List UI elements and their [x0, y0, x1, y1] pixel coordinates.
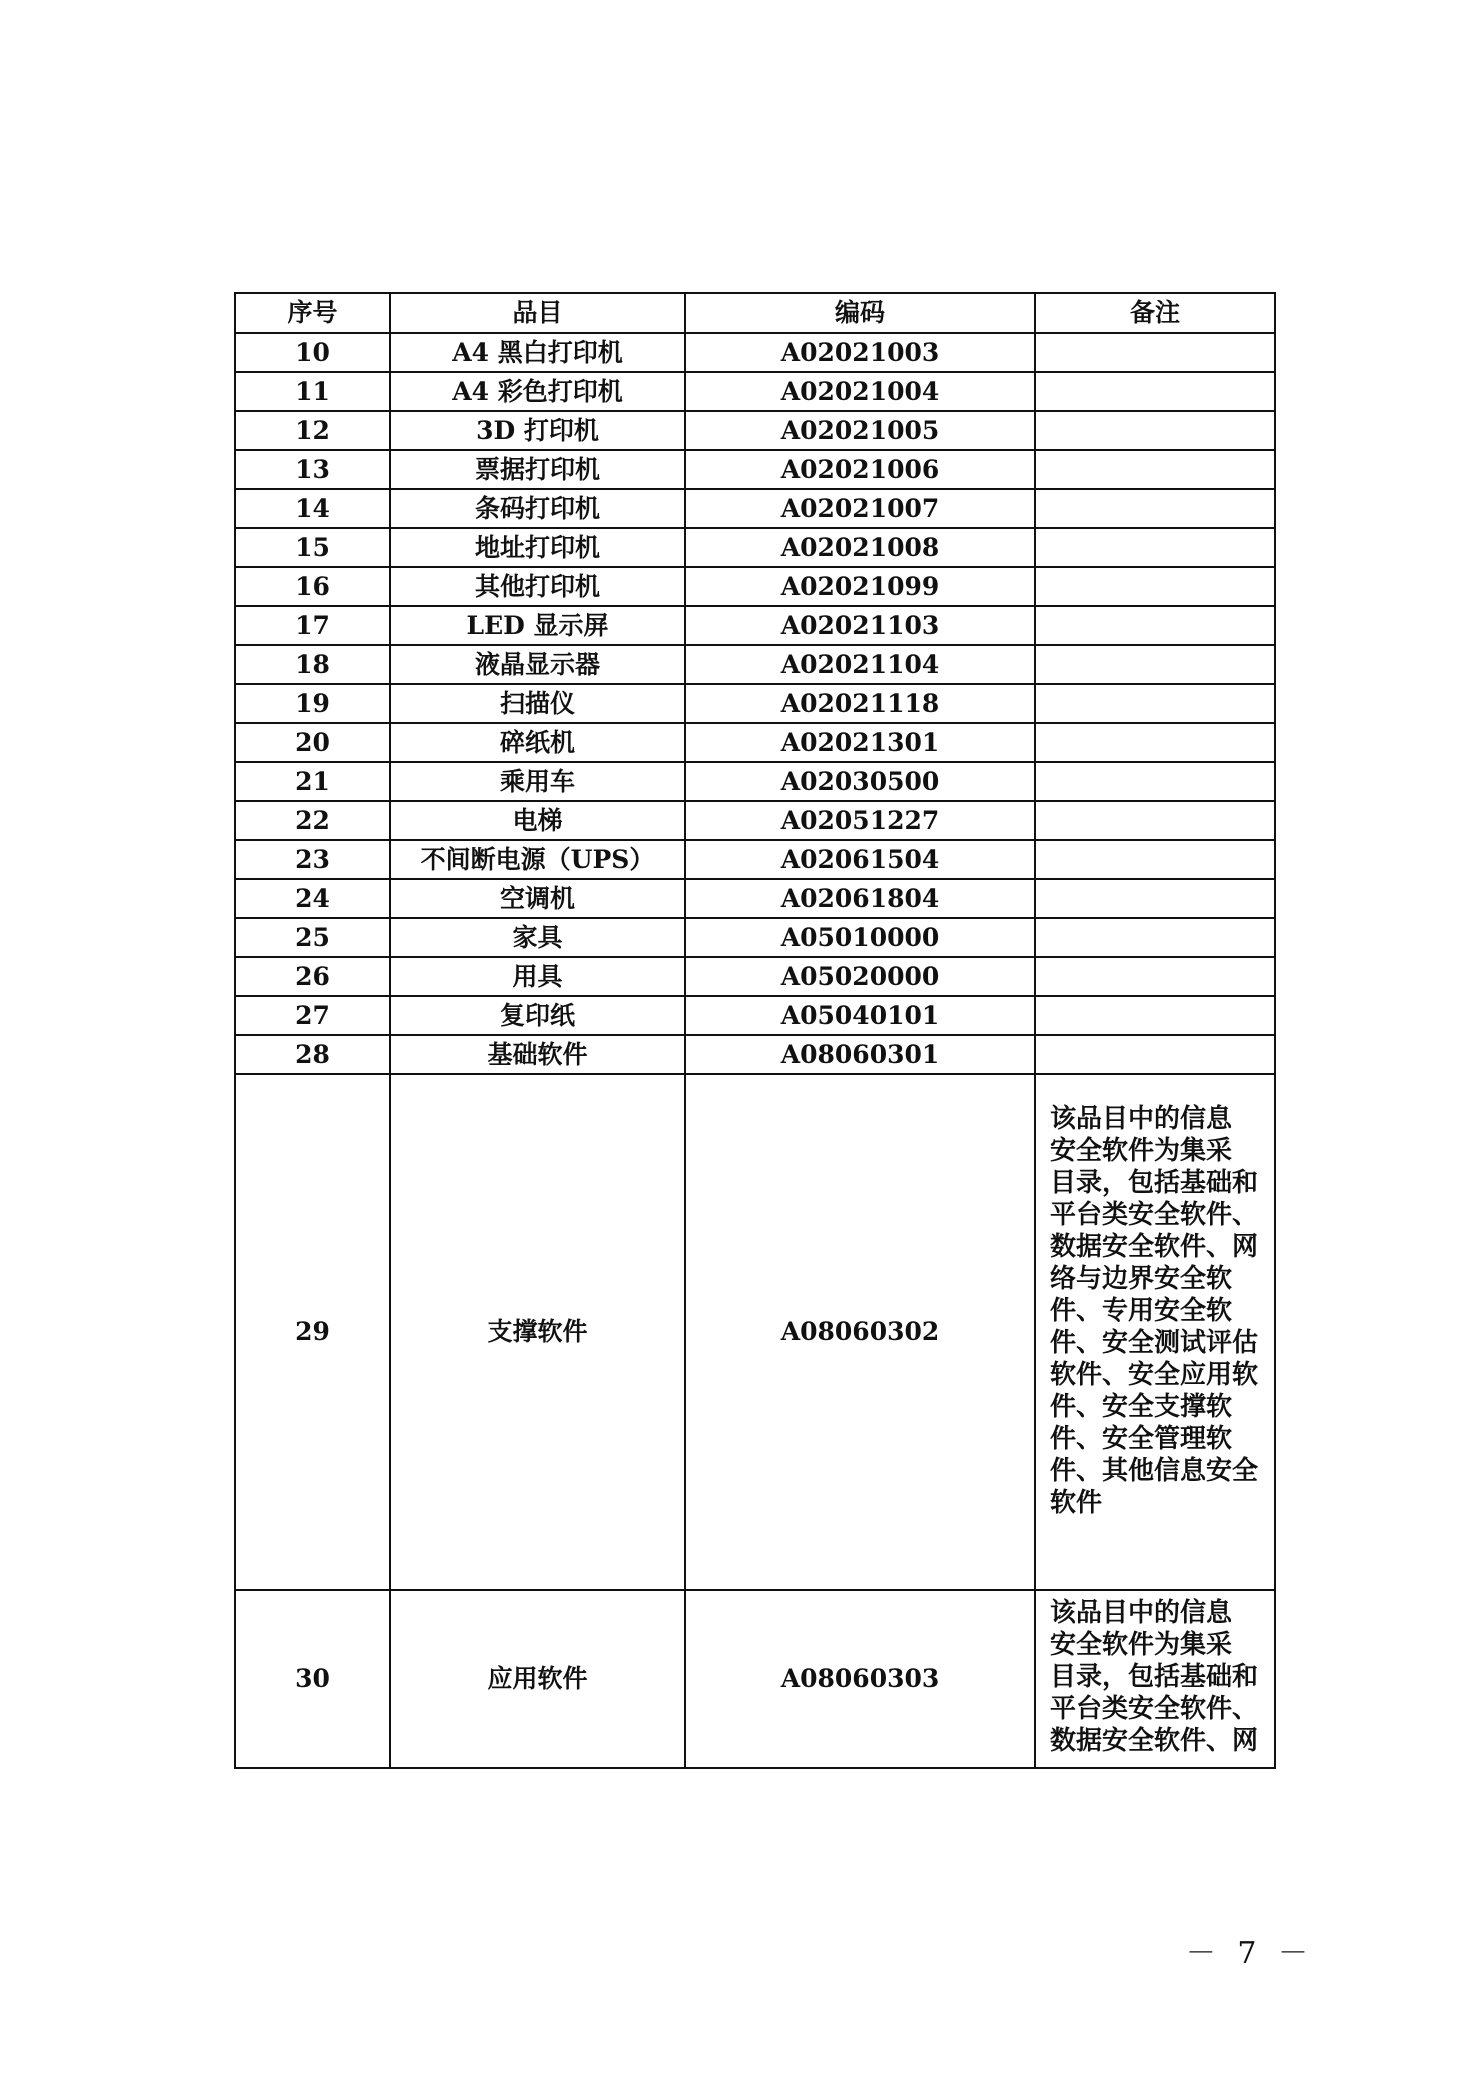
cell-code: A05020000: [685, 957, 1035, 996]
table-row: [235, 450, 1275, 489]
cell-note: [1035, 840, 1275, 879]
cell-serial-number: 22: [235, 801, 390, 840]
cell-item: 用具: [390, 957, 685, 996]
cell-item: 家具: [390, 918, 685, 957]
page-number: － 7 －: [1185, 1936, 1314, 1971]
cell-item: 扫描仪: [390, 684, 685, 723]
cell-note: [1035, 684, 1275, 723]
cell-serial-number: 16: [235, 567, 390, 606]
cell-item: 地址打印机: [390, 528, 685, 567]
cell-item: 基础软件: [390, 1035, 685, 1074]
cell-code: A02021005: [685, 411, 1035, 450]
catalog-table: [234, 292, 1276, 1769]
table-row: [235, 879, 1275, 918]
cell-item: 碎纸机: [390, 723, 685, 762]
table-row: [235, 684, 1275, 723]
cell-note: [1035, 489, 1275, 528]
cell-item: LED 显示屏: [390, 606, 685, 645]
cell-serial-number: 17: [235, 606, 390, 645]
cell-serial-number: 18: [235, 645, 390, 684]
cell-note: [1035, 567, 1275, 606]
cell-item: 支撑软件: [390, 1074, 685, 1590]
cell-code: A02021118: [685, 684, 1035, 723]
cell-note: [1035, 411, 1275, 450]
cell-code: A02021004: [685, 372, 1035, 411]
cell-note: 该品目中的信息 安全软件为集采 目录，包括基础和 平台类安全软件、 数据安全软件、网: [1035, 1590, 1275, 1768]
table-row: [235, 762, 1275, 801]
cell-item: A4 黑白打印机: [390, 333, 685, 372]
cell-note: [1035, 528, 1275, 567]
cell-code: A02021003: [685, 333, 1035, 372]
cell-serial-number: 24: [235, 879, 390, 918]
cell-serial-number: 19: [235, 684, 390, 723]
cell-serial-number: 25: [235, 918, 390, 957]
table-row: [235, 606, 1275, 645]
cell-item: 其他打印机: [390, 567, 685, 606]
cell-code: A02021006: [685, 450, 1035, 489]
cell-serial-number: 10: [235, 333, 390, 372]
cell-note: [1035, 996, 1275, 1035]
cell-code: A08060301: [685, 1035, 1035, 1074]
table-row: [235, 1074, 1275, 1590]
cell-note: 该品目中的信息 安全软件为集采 目录，包括基础和 平台类安全软件、 数据安全软件、网 络与边界安全软 件、专用安全软 件、安全测试评估 软件、安全应用软 件、安全支撑软 件、安全管理软 件、其他信息安全 软件: [1035, 1074, 1275, 1590]
table-row: [235, 411, 1275, 450]
cell-code: A02021099: [685, 567, 1035, 606]
cell-item: 应用软件: [390, 1590, 685, 1768]
cell-code: A02061504: [685, 840, 1035, 879]
cell-code: A08060302: [685, 1074, 1035, 1590]
cell-item: 3D 打印机: [390, 411, 685, 450]
cell-item: 空调机: [390, 879, 685, 918]
cell-serial-number: 11: [235, 372, 390, 411]
cell-code: A02021104: [685, 645, 1035, 684]
cell-note: [1035, 801, 1275, 840]
cell-note: [1035, 645, 1275, 684]
cell-serial-number: 13: [235, 450, 390, 489]
cell-serial-number: 14: [235, 489, 390, 528]
table-row: [235, 1590, 1275, 1768]
cell-code: A02061804: [685, 879, 1035, 918]
cell-item: 电梯: [390, 801, 685, 840]
cell-serial-number: 15: [235, 528, 390, 567]
cell-note: [1035, 762, 1275, 801]
cell-code: A02051227: [685, 801, 1035, 840]
cell-note: [1035, 372, 1275, 411]
cell-item: 乘用车: [390, 762, 685, 801]
header-item: 品目: [390, 293, 685, 333]
cell-note: [1035, 333, 1275, 372]
table-row: [235, 1035, 1275, 1074]
cell-note: [1035, 606, 1275, 645]
cell-code: A02030500: [685, 762, 1035, 801]
cell-note: [1035, 918, 1275, 957]
cell-note: [1035, 1035, 1275, 1074]
cell-note: [1035, 450, 1275, 489]
cell-code: A05040101: [685, 996, 1035, 1035]
table-row: [235, 489, 1275, 528]
cell-item: 票据打印机: [390, 450, 685, 489]
table-row: [235, 723, 1275, 762]
table-row: [235, 372, 1275, 411]
header-code: 编码: [685, 293, 1035, 333]
header-serial-number: 序号: [235, 293, 390, 333]
cell-serial-number: 28: [235, 1035, 390, 1074]
cell-serial-number: 23: [235, 840, 390, 879]
cell-serial-number: 30: [235, 1590, 390, 1768]
cell-item: 复印纸: [390, 996, 685, 1035]
cell-serial-number: 20: [235, 723, 390, 762]
table-row: [235, 801, 1275, 840]
cell-note: [1035, 723, 1275, 762]
cell-serial-number: 26: [235, 957, 390, 996]
table-row: [235, 840, 1275, 879]
cell-note: [1035, 957, 1275, 996]
table-row: [235, 918, 1275, 957]
cell-code: A05010000: [685, 918, 1035, 957]
cell-code: A02021007: [685, 489, 1035, 528]
cell-code: A02021103: [685, 606, 1035, 645]
cell-serial-number: 27: [235, 996, 390, 1035]
cell-item: 条码打印机: [390, 489, 685, 528]
table-header-row: [235, 293, 1275, 333]
table-row: [235, 996, 1275, 1035]
cell-serial-number: 12: [235, 411, 390, 450]
cell-item: A4 彩色打印机: [390, 372, 685, 411]
cell-item: 不间断电源（UPS）: [390, 840, 685, 879]
cell-code: A02021301: [685, 723, 1035, 762]
table-row: [235, 528, 1275, 567]
cell-code: A02021008: [685, 528, 1035, 567]
table-row: [235, 333, 1275, 372]
cell-note: [1035, 879, 1275, 918]
table-row: [235, 645, 1275, 684]
cell-serial-number: 21: [235, 762, 390, 801]
header-note: 备注: [1035, 293, 1275, 333]
cell-serial-number: 29: [235, 1074, 390, 1590]
cell-code: A08060303: [685, 1590, 1035, 1768]
table-row: [235, 567, 1275, 606]
table-row: [235, 957, 1275, 996]
cell-item: 液晶显示器: [390, 645, 685, 684]
